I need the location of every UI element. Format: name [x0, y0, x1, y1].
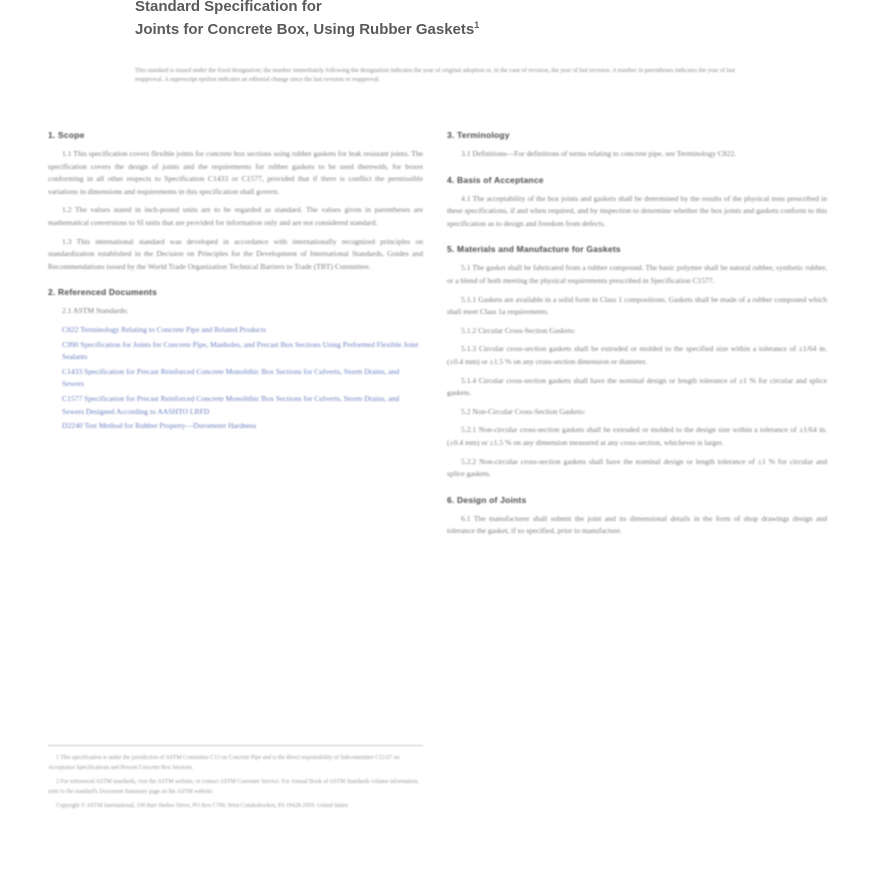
- reference-link[interactable]: C822 Terminology Relating to Concrete Pipe and Related Products: [62, 324, 266, 334]
- paragraph: 5.1.2 Circular Cross-Section Gaskets:: [461, 325, 576, 335]
- reference-item[interactable]: [48, 339, 423, 364]
- reference-link[interactable]: D2240 Test Method for Rubber Property—Durometer Hardness: [62, 421, 257, 431]
- paragraph: 5.2 Non-Circular Cross-Section Gaskets:: [461, 406, 586, 416]
- section-heading: 3. Terminology: [447, 130, 510, 140]
- paragraph: 5.1 The gasket shall be fabricated from a rubber compound. The basic polymer shall be natural rubber, synthetic rubber, or a blend of both meeting the physical requirements prescribed in Specification C1577.: [447, 263, 827, 285]
- right-column: [447, 130, 827, 552]
- title-footnote-marker: 1: [474, 20, 480, 30]
- section-terminology: [447, 130, 827, 161]
- paragraph: 4.1 The acceptability of the box joints and gaskets shall be determined by the results of the physical tests prescribed in these specifications, if and when required, and by inspection to determine whether the box joints and gaskets conform to this specification as to design and freedom from defects.: [447, 193, 827, 228]
- paragraph: 5.1.1 Gaskets are available in a solid form in Class 1 compositions. Gaskets shall be made of a rubber compound which shall meet Class 1a requirements.: [447, 294, 827, 317]
- left-column: [48, 130, 423, 447]
- title-line-2: Joints for Concrete Box, Using Rubber Gaskets$^1$: [135, 20, 480, 38]
- section-materials: [447, 244, 827, 480]
- footnote: 2 For referenced ASTM standards, visit the ASTM website, or contact ASTM Customer Service. For Annual Book of ASTM Standards volume information, refer to the standard's Document Summary page on the ASTM website.: [48, 779, 419, 795]
- paragraph: 5.2.1 Non-circular cross-section gaskets shall be extruded or molded to the design size within a tolerance of ±1/64 in. (±0.4 mm) or ±1.5 % on any dimension measured at any cross-section, whichever is larger.: [447, 425, 827, 447]
- reference-list: [48, 324, 423, 433]
- section-basis-of-acceptance: [447, 175, 827, 231]
- paragraph: 5.2.2 Non-circular cross-section gaskets shall have the nominal design or length tolerance of ±1 % for circular and splice gaskets.: [447, 456, 827, 479]
- footnote: Copyright © ASTM International, 100 Barr Harbor Drive, PO Box C700, West Conshohocken, PA 19428-2959. United States: [56, 803, 348, 809]
- paragraph: 5.1.3 Circular cross-section gaskets shall be extruded or molded to the specified size within a tolerance of ±1/64 in. (±0.4 mm) or ±1.5 % on any cross-section dimension or diameter.: [447, 344, 827, 366]
- title-line-1: Standard Specification for: [135, 0, 322, 15]
- reference-link[interactable]: C1433 Specification for Precast Reinforced Concrete Monolithic Box Sections for Culverts, Storm Drains, and Sewers: [62, 366, 400, 389]
- paragraph: 1.1 This specification covers flexible joints for concrete box sections using rubber gaskets for leak resistant joints. The specification covers the design of joints and the requirements for rubber gaskets to be used therewith, for boxes conforming in all other respects to Specification C1433 or C1577, provided that if there is conflict the permissible variations in dimensions and requirements in this specification shall govern.: [48, 149, 423, 196]
- section-heading: 6. Design of Joints: [447, 494, 527, 505]
- section-referenced-documents: [48, 287, 423, 432]
- section-heading: 4. Basis of Acceptance: [447, 174, 544, 185]
- paragraph: 1.3 This international standard was developed in accordance with internationally recognized principles on standardization established in the Decision on Principles for the Development of International Standards, Guides and Recommendations issued by the World Trade Organization Technical Barriers to Trade (TBT) Committee.: [48, 236, 423, 271]
- section-design-of-joints: [447, 495, 827, 538]
- reference-item[interactable]: [48, 393, 423, 418]
- designation-notice: This standard is issued under the fixed designation; the number immediately following the designation indicates the year of original adoption or, in the case of revision, the year of last revision. A number in parentheses indicates the year of last reapproval. A superscript epsilon indicates an editorial change since the last revision or reapproval.: [135, 67, 736, 83]
- section-heading: 2. Referenced Documents: [48, 287, 157, 298]
- reference-link[interactable]: C990 Specification for Joints for Concrete Pipe, Manholes, and Precast Box Sections Using Preformed Flexible Joint Sealants: [62, 339, 419, 362]
- reference-item[interactable]: [48, 420, 423, 433]
- section-heading: 1. Scope: [48, 130, 85, 140]
- paragraph: 2.1 ASTM Standards:: [62, 306, 129, 316]
- paragraph: 3.1 Definitions—For definitions of terms relating to concrete pipe, see Terminology C822.: [461, 149, 737, 158]
- footnotes: [48, 745, 423, 817]
- footnote: 1 This specification is under the jurisdiction of ASTM Committee C13 on Concrete Pipe and is the direct responsibility of Subcommittee C13.07 on Acceptance Specifications and Precast Concrete Box Sections.: [48, 755, 400, 771]
- paragraph: 5.1.4 Circular cross-section gaskets shall have the nominal design or length tolerance of ±1 % for circular and splice gaskets.: [447, 375, 827, 398]
- section-scope: [48, 130, 423, 273]
- paragraph: 1.2 The values stated in inch-pound units are to be regarded as standard. The values given in parentheses are mathematical conversions to SI units that are provided for information only and are not considered standard.: [48, 205, 423, 227]
- paragraph: 6.1 The manufacturer shall submit the joint and its dimensional details in the form of shop drawings design and tolerance the gasket, if so specified, prior to manufacture.: [447, 513, 827, 536]
- reference-link[interactable]: C1577 Specification for Precast Reinforced Concrete Monolithic Box Sections for Culverts, Storm Drains, and Sewers Designed According to AASHTO LRFD: [62, 393, 400, 416]
- reference-item[interactable]: [48, 366, 423, 391]
- reference-item[interactable]: [48, 324, 423, 337]
- section-heading: 5. Materials and Manufacture for Gaskets: [447, 244, 621, 255]
- document-title: [135, 0, 755, 39]
